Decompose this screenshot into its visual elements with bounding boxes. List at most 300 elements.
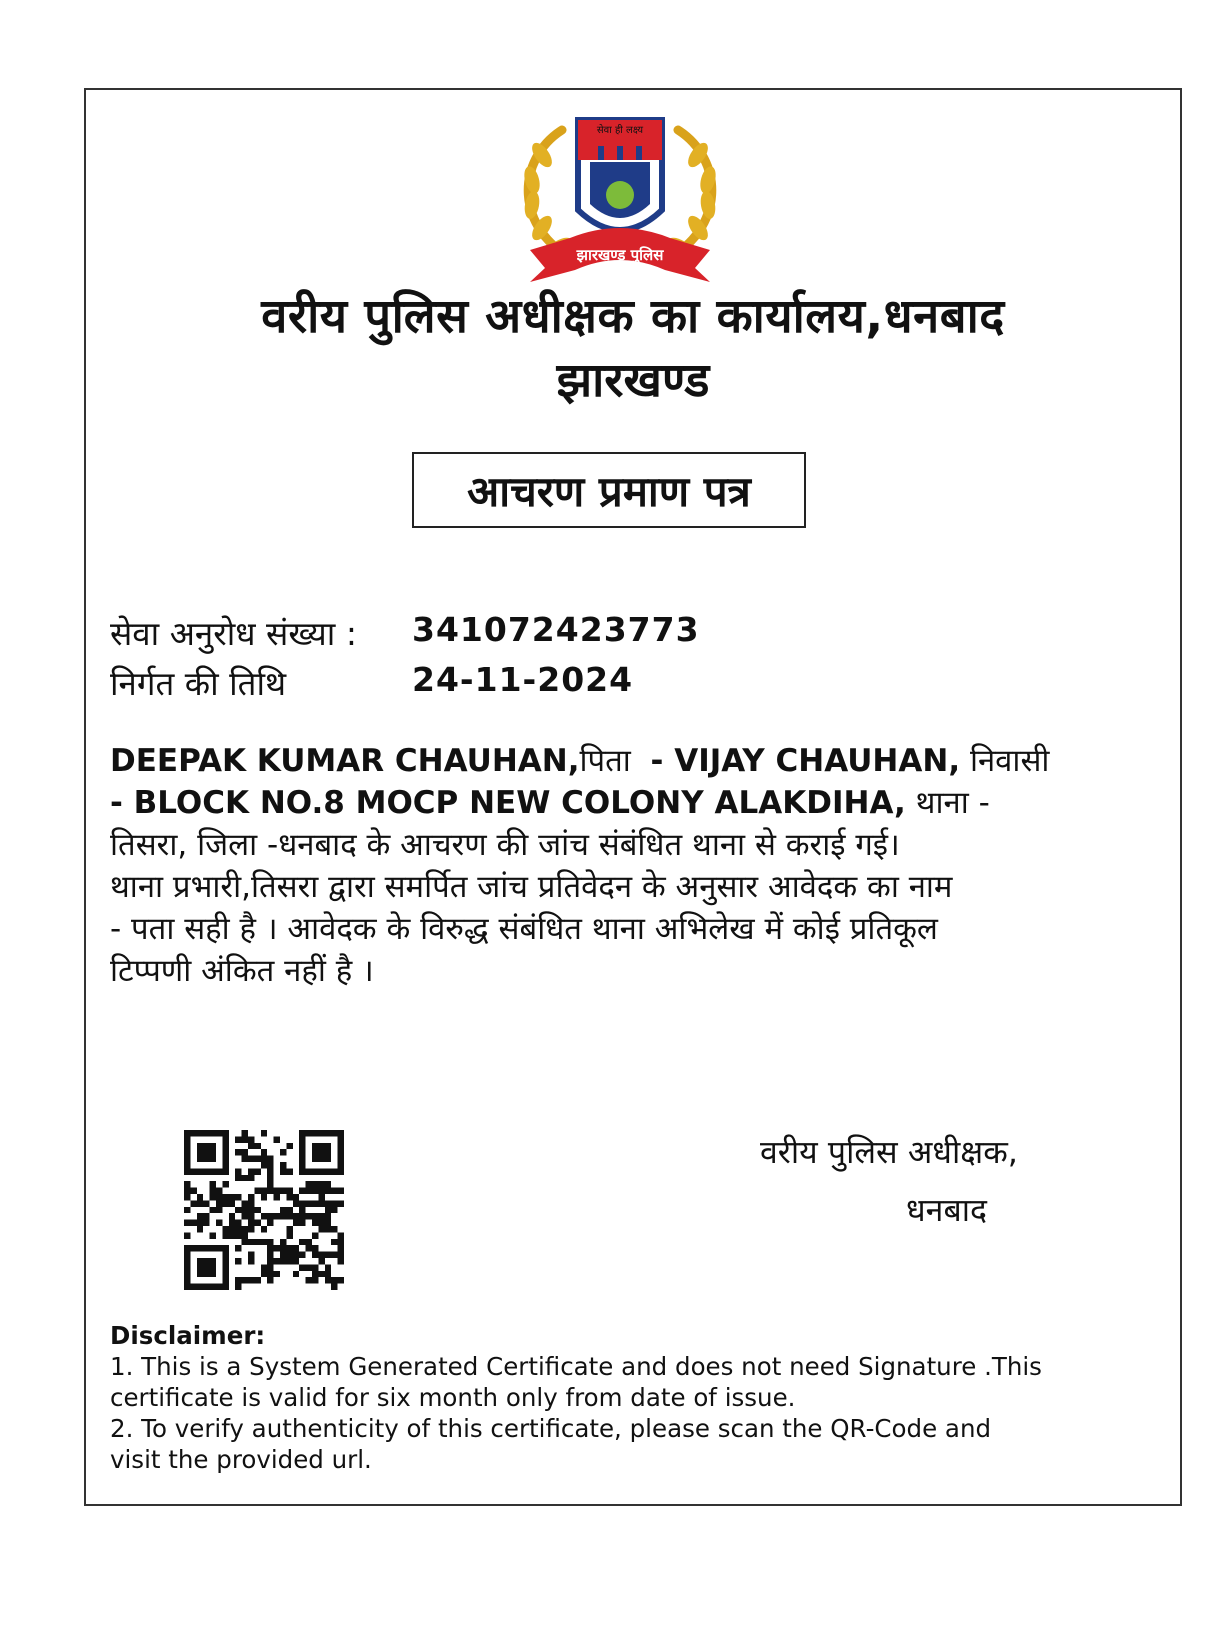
qr-module — [184, 1284, 190, 1290]
qr-module — [338, 1245, 344, 1251]
qr-module — [197, 1213, 203, 1219]
qr-module — [190, 1245, 196, 1251]
qr-module — [338, 1162, 344, 1168]
qr-module — [235, 1258, 241, 1264]
qr-module — [293, 1213, 299, 1219]
qr-module — [286, 1194, 292, 1200]
qr-module — [331, 1168, 337, 1174]
qr-module — [299, 1156, 305, 1162]
signatory-location: धनबाद — [906, 1191, 987, 1229]
qr-module — [254, 1143, 260, 1149]
qr-module — [261, 1239, 267, 1245]
qr-module — [229, 1200, 235, 1206]
qr-module — [306, 1213, 312, 1219]
father-name: - VIJAY CHAUHAN, — [650, 743, 961, 779]
qr-module — [318, 1271, 324, 1277]
qr-module — [261, 1130, 267, 1136]
qr-module — [190, 1220, 196, 1226]
qr-module — [318, 1130, 324, 1136]
qr-module — [254, 1239, 260, 1245]
qr-module — [293, 1200, 299, 1206]
signatory-title: वरीय पुलिस अधीक्षक, — [760, 1133, 1018, 1171]
qr-module — [242, 1175, 248, 1181]
qr-module — [299, 1200, 305, 1206]
qr-module — [197, 1226, 203, 1232]
qr-module — [325, 1264, 331, 1270]
qr-module — [216, 1245, 222, 1251]
qr-module — [280, 1188, 286, 1194]
qr-module — [318, 1156, 324, 1162]
qr-module — [254, 1220, 260, 1226]
qr-module — [184, 1168, 190, 1174]
qr-module — [248, 1213, 254, 1219]
qr-module — [222, 1162, 228, 1168]
qr-module — [261, 1149, 267, 1155]
qr-module — [261, 1188, 267, 1194]
qr-module — [242, 1130, 248, 1136]
qr-module — [318, 1220, 324, 1226]
issue-date-value: 24-11-2024 — [412, 660, 634, 699]
qr-module — [222, 1136, 228, 1142]
qr-module — [267, 1252, 273, 1258]
qr-module — [318, 1252, 324, 1258]
qr-module — [222, 1245, 228, 1251]
qr-module — [197, 1149, 203, 1155]
qr-module — [248, 1156, 254, 1162]
qr-module — [190, 1284, 196, 1290]
qr-module — [274, 1213, 280, 1219]
qr-module — [267, 1220, 273, 1226]
disclaimer-line-3: 2. To verify authenticity of this certificate, please scan the QR-Code and — [110, 1414, 992, 1443]
qr-module — [338, 1252, 344, 1258]
qr-module — [210, 1149, 216, 1155]
qr-module — [312, 1143, 318, 1149]
qr-module — [216, 1168, 222, 1174]
qr-module — [267, 1162, 273, 1168]
qr-module — [248, 1194, 254, 1200]
qr-module — [210, 1168, 216, 1174]
qr-module — [222, 1130, 228, 1136]
qr-module — [325, 1130, 331, 1136]
qr-module — [184, 1194, 190, 1200]
qr-module — [267, 1181, 273, 1187]
qr-module — [184, 1130, 190, 1136]
qr-module — [306, 1239, 312, 1245]
qr-module — [222, 1264, 228, 1270]
qr-module — [229, 1194, 235, 1200]
qr-module — [325, 1143, 331, 1149]
qr-module — [325, 1149, 331, 1155]
qr-module — [286, 1245, 292, 1251]
qr-code-icon[interactable] — [184, 1130, 344, 1290]
father-label: पिता — [579, 743, 631, 779]
qr-module — [338, 1149, 344, 1155]
qr-module — [325, 1271, 331, 1277]
qr-module — [306, 1181, 312, 1187]
qr-module — [286, 1232, 292, 1238]
qr-module — [312, 1220, 318, 1226]
qr-module — [338, 1200, 344, 1206]
qr-module — [222, 1252, 228, 1258]
state-title: झारखण्ड — [556, 353, 710, 408]
qr-module — [299, 1239, 305, 1245]
body-line-6: टिप्पणी अंकित नहीं है । — [110, 953, 374, 989]
qr-module — [312, 1156, 318, 1162]
body-line-3: तिसरा, जिला -धनबाद के आचरण की जांच संबंधित थाना से कराई गई। — [110, 827, 900, 863]
qr-module — [184, 1143, 190, 1149]
qr-module — [210, 1207, 216, 1213]
qr-module — [267, 1168, 273, 1174]
qr-module — [242, 1156, 248, 1162]
qr-module — [210, 1258, 216, 1264]
qr-module — [325, 1168, 331, 1174]
qr-module — [216, 1207, 222, 1213]
qr-module — [318, 1181, 324, 1187]
qr-module — [203, 1220, 209, 1226]
qr-module — [331, 1277, 337, 1283]
qr-module — [331, 1239, 337, 1245]
qr-module — [203, 1264, 209, 1270]
issue-date-label: निर्गत की तिथि — [110, 664, 287, 703]
qr-module — [325, 1226, 331, 1232]
qr-module — [248, 1277, 254, 1283]
qr-module — [325, 1220, 331, 1226]
qr-module — [210, 1143, 216, 1149]
qr-module — [210, 1156, 216, 1162]
qr-module — [254, 1168, 260, 1174]
qr-module — [267, 1239, 273, 1245]
qr-module — [286, 1188, 292, 1194]
qr-module — [331, 1130, 337, 1136]
disclaimer-line-4: visit the provided url. — [110, 1445, 372, 1474]
qr-module — [261, 1264, 267, 1270]
qr-module — [338, 1188, 344, 1194]
qr-module — [210, 1188, 216, 1194]
qr-module — [312, 1168, 318, 1174]
qr-module — [306, 1200, 312, 1206]
qr-module — [318, 1188, 324, 1194]
body-line-2 — [110, 782, 1170, 824]
qr-module — [242, 1200, 248, 1206]
qr-module — [248, 1207, 254, 1213]
svg-text:झारखण्ड पुलिस: झारखण्ड पुलिस — [576, 246, 664, 264]
qr-module — [267, 1156, 273, 1162]
applicant-address: - BLOCK NO.8 MOCP NEW COLONY ALAKDIHA, — [110, 785, 906, 821]
qr-module — [229, 1220, 235, 1226]
qr-module — [338, 1258, 344, 1264]
qr-module — [184, 1232, 190, 1238]
qr-module — [299, 1220, 305, 1226]
qr-module — [331, 1207, 337, 1213]
qr-module — [235, 1168, 241, 1174]
qr-module — [184, 1252, 190, 1258]
qr-module — [242, 1239, 248, 1245]
qr-module — [242, 1207, 248, 1213]
disclaimer — [110, 1320, 1170, 1475]
certificate-body — [110, 740, 1170, 992]
qr-module — [280, 1258, 286, 1264]
qr-module — [312, 1252, 318, 1258]
qr-module — [338, 1168, 344, 1174]
qr-module — [338, 1277, 344, 1283]
qr-module — [293, 1245, 299, 1251]
qr-module — [312, 1149, 318, 1155]
qr-module — [325, 1277, 331, 1283]
qr-module — [267, 1175, 273, 1181]
qr-module — [184, 1220, 190, 1226]
qr-module — [203, 1213, 209, 1219]
qr-module — [280, 1149, 286, 1155]
qr-module — [190, 1200, 196, 1206]
qr-module — [216, 1200, 222, 1206]
qr-module — [325, 1200, 331, 1206]
qr-module — [216, 1220, 222, 1226]
qr-module — [184, 1188, 190, 1194]
disclaimer-line-1: 1. This is a System Generated Certificate and does not need Signature .This — [110, 1352, 1042, 1381]
qr-module — [210, 1271, 216, 1277]
qr-module — [222, 1232, 228, 1238]
qr-module — [203, 1200, 209, 1206]
qr-module — [267, 1245, 273, 1251]
qr-module — [312, 1181, 318, 1187]
qr-module — [280, 1213, 286, 1219]
qr-module — [338, 1136, 344, 1142]
qr-module — [203, 1245, 209, 1251]
qr-module — [299, 1252, 305, 1258]
qr-module — [248, 1168, 254, 1174]
qr-module — [299, 1149, 305, 1155]
qr-module — [248, 1252, 254, 1258]
qr-module — [318, 1168, 324, 1174]
qr-module — [274, 1258, 280, 1264]
qr-module — [306, 1130, 312, 1136]
qr-module — [280, 1239, 286, 1245]
qr-module — [312, 1264, 318, 1270]
qr-module — [248, 1175, 254, 1181]
jharkhand-police-emblem-icon — [470, 100, 770, 300]
qr-module — [197, 1284, 203, 1290]
issue-date-row — [110, 660, 634, 705]
qr-module — [235, 1220, 241, 1226]
qr-module — [184, 1258, 190, 1264]
qr-module — [222, 1277, 228, 1283]
qr-module — [235, 1175, 241, 1181]
qr-module — [248, 1220, 254, 1226]
qr-module — [197, 1220, 203, 1226]
qr-module — [280, 1245, 286, 1251]
qr-module — [312, 1130, 318, 1136]
qr-module — [190, 1130, 196, 1136]
qr-module — [190, 1188, 196, 1194]
qr-module — [318, 1226, 324, 1232]
qr-module — [299, 1264, 305, 1270]
office-title: वरीय पुलिस अधीक्षक का कार्यालय,धनबाद — [261, 289, 1005, 344]
qr-module — [242, 1277, 248, 1283]
qr-module — [254, 1188, 260, 1194]
qr-module — [184, 1277, 190, 1283]
qr-module — [235, 1245, 241, 1251]
qr-module — [222, 1156, 228, 1162]
qr-module — [274, 1136, 280, 1142]
qr-module — [210, 1245, 216, 1251]
qr-module — [274, 1188, 280, 1194]
qr-module — [274, 1271, 280, 1277]
qr-module — [293, 1220, 299, 1226]
qr-module — [299, 1162, 305, 1168]
qr-module — [280, 1207, 286, 1213]
qr-module — [312, 1277, 318, 1283]
request-number-label: सेवा अनुरोध संख्या : — [110, 614, 357, 653]
qr-module — [229, 1226, 235, 1232]
qr-module — [286, 1258, 292, 1264]
resident-label: निवासी — [969, 743, 1050, 779]
qr-module — [248, 1136, 254, 1142]
qr-module — [197, 1156, 203, 1162]
body-line-4: थाना प्रभारी,तिसरा द्वारा समर्पित जांच प्रतिवेदन के अनुसार आवेदक का नाम — [110, 869, 953, 905]
qr-module — [242, 1136, 248, 1142]
qr-module — [197, 1271, 203, 1277]
qr-module — [325, 1156, 331, 1162]
qr-module — [203, 1258, 209, 1264]
qr-module — [197, 1194, 203, 1200]
qr-module — [299, 1188, 305, 1194]
qr-module — [222, 1284, 228, 1290]
qr-module — [184, 1181, 190, 1187]
qr-module — [210, 1181, 216, 1187]
qr-module — [222, 1271, 228, 1277]
qr-module — [197, 1245, 203, 1251]
qr-module — [184, 1149, 190, 1155]
qr-module — [331, 1284, 337, 1290]
qr-module — [235, 1232, 241, 1238]
qr-module — [261, 1271, 267, 1277]
qr-module — [338, 1239, 344, 1245]
qr-module — [197, 1168, 203, 1174]
disclaimer-line-2: certificate is valid for six month only from date of issue. — [110, 1383, 796, 1412]
qr-module — [184, 1271, 190, 1277]
qr-module — [216, 1130, 222, 1136]
qr-module — [235, 1226, 241, 1232]
qr-module — [184, 1207, 190, 1213]
qr-module — [242, 1149, 248, 1155]
qr-module — [312, 1188, 318, 1194]
qr-module — [325, 1207, 331, 1213]
qr-module — [248, 1200, 254, 1206]
qr-module — [210, 1194, 216, 1200]
qr-module — [216, 1194, 222, 1200]
qr-module — [222, 1200, 228, 1206]
qr-module — [318, 1213, 324, 1219]
qr-module — [299, 1207, 305, 1213]
qr-module — [338, 1143, 344, 1149]
svg-text:सेवा ही लक्ष्य: सेवा ही लक्ष्य — [596, 125, 644, 136]
qr-module — [248, 1239, 254, 1245]
qr-module — [286, 1143, 292, 1149]
qr-module — [210, 1232, 216, 1238]
qr-module — [216, 1284, 222, 1290]
qr-module — [235, 1149, 241, 1155]
qr-module — [293, 1258, 299, 1264]
thana-label: थाना - — [915, 785, 990, 821]
qr-module — [197, 1130, 203, 1136]
qr-module — [210, 1264, 216, 1270]
qr-module — [318, 1149, 324, 1155]
qr-module — [306, 1168, 312, 1174]
qr-module — [286, 1252, 292, 1258]
applicant-name: DEEPAK KUMAR CHAUHAN, — [110, 743, 580, 779]
qr-module — [216, 1188, 222, 1194]
qr-module — [299, 1130, 305, 1136]
qr-module — [267, 1271, 273, 1277]
qr-module — [267, 1213, 273, 1219]
qr-module — [338, 1130, 344, 1136]
qr-module — [261, 1213, 267, 1219]
qr-module — [312, 1245, 318, 1251]
qr-module — [325, 1188, 331, 1194]
qr-module — [203, 1130, 209, 1136]
qr-module — [318, 1194, 324, 1200]
qr-module — [203, 1284, 209, 1290]
qr-module — [338, 1156, 344, 1162]
qr-module — [222, 1226, 228, 1232]
qr-module — [299, 1213, 305, 1219]
qr-module — [254, 1277, 260, 1283]
qr-module — [254, 1207, 260, 1213]
qr-module — [338, 1232, 344, 1238]
request-number-row — [110, 610, 700, 655]
qr-module — [222, 1149, 228, 1155]
qr-module — [235, 1194, 241, 1200]
qr-module — [184, 1136, 190, 1142]
qr-module — [318, 1143, 324, 1149]
qr-module — [222, 1194, 228, 1200]
qr-module — [248, 1143, 254, 1149]
qr-module — [261, 1156, 267, 1162]
qr-module — [242, 1226, 248, 1232]
disclaimer-heading: Disclaimer: — [110, 1321, 266, 1350]
qr-module — [299, 1136, 305, 1142]
qr-module — [293, 1194, 299, 1200]
qr-module — [222, 1258, 228, 1264]
qr-module — [274, 1245, 280, 1251]
qr-module — [293, 1252, 299, 1258]
qr-module — [184, 1162, 190, 1168]
qr-module — [267, 1188, 273, 1194]
qr-module — [325, 1213, 331, 1219]
certificate-title-text: आचरण प्रमाण पत्र — [467, 466, 751, 516]
qr-module — [197, 1264, 203, 1270]
qr-module — [184, 1245, 190, 1251]
body-line-5: - पता सही है । आवेदक के विरुद्ध संबंधित थाना अभिलेख में कोई प्रतिकूल — [110, 911, 938, 947]
qr-module — [331, 1226, 337, 1232]
qr-module — [235, 1136, 241, 1142]
qr-module — [306, 1277, 312, 1283]
qr-module — [203, 1168, 209, 1174]
qr-module — [235, 1284, 241, 1290]
qr-module — [293, 1271, 299, 1277]
qr-module — [261, 1162, 267, 1168]
qr-module — [222, 1181, 228, 1187]
qr-module — [235, 1207, 241, 1213]
qr-module — [267, 1264, 273, 1270]
qr-module — [242, 1232, 248, 1238]
qr-module — [184, 1264, 190, 1270]
qr-module — [286, 1226, 292, 1232]
qr-module — [248, 1258, 254, 1264]
qr-module — [267, 1277, 273, 1283]
qr-module — [242, 1213, 248, 1219]
body-line-1 — [110, 740, 1170, 782]
